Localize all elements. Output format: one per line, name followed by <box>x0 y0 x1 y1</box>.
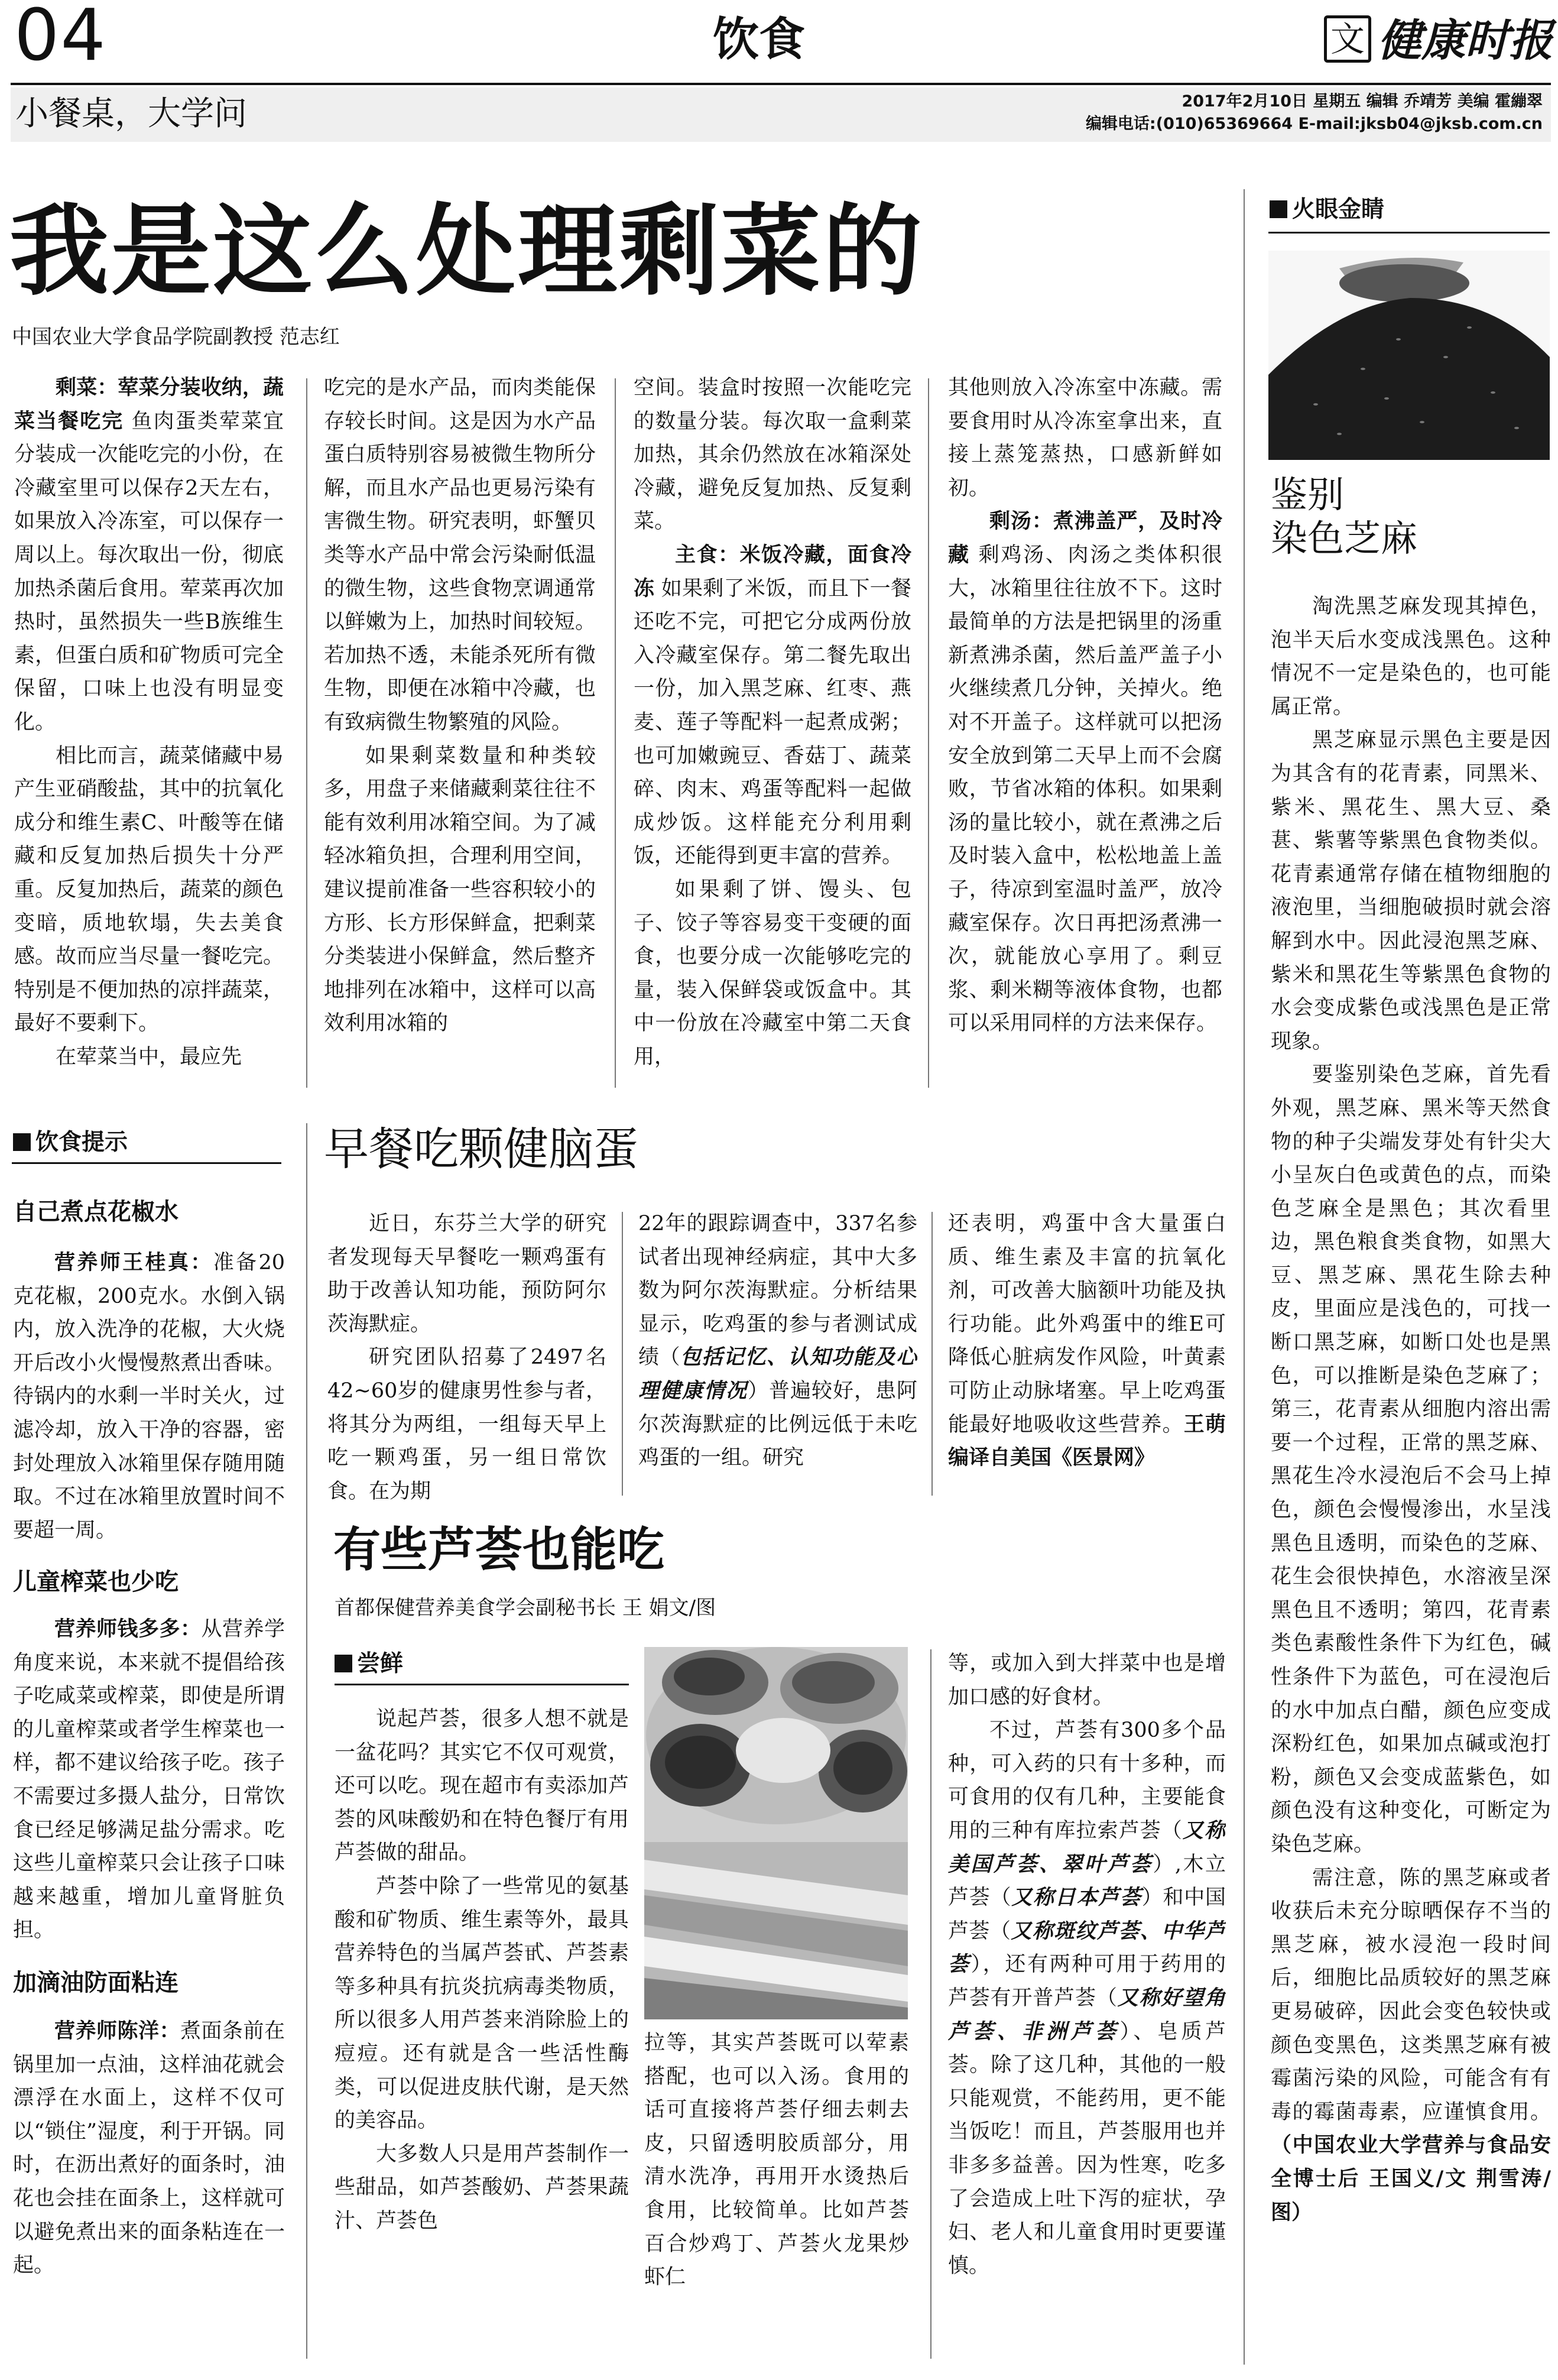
main-para: 剩菜：荤菜分装收纳，蔬菜当餐吃完 鱼肉蛋类荤菜宜分装成一次能吃完的小份，在冷藏室里可以保存2天左右，如果放入冷冻室，可以保存一周以上。每次取出一份，彻底加热杀菌后食用。荤菜再次加热时，虽然损失一些B族维生素，但蛋白质和矿物质可完全保留，口味上也没有明显变化。 <box>14 375 284 734</box>
main-para: 剩汤：煮沸盖严，及时冷藏 剩鸡汤、肉汤之类体积很大，冰箱里往往放不下。这时最简单的方法是把锅里的汤重新煮沸杀菌，然后盖严盖子小火继续煮几分钟，关掉火。绝对不开盖子。这样就可以把汤安全放到第二天早上而不会腐败，节省冰箱的体积。如果剩汤的量比较小，就在煮沸之后及时装入盒中，松松地盖上盖子，待凉到室温时盖严，放冷藏室保存。次日再把汤煮沸一次，就能放心享用了。剩豆浆、剩米糊等液体食物，也都可以采用同样的方法来保存。 <box>948 509 1222 1036</box>
main-column-2 <box>324 371 596 1098</box>
column-divider <box>930 1649 931 2359</box>
tip1-body: 营养师王桂真：准备20克花椒，200克水。水倒入锅内，放入洗净的花椒，大火烧开后改小火慢慢熬煮出香味。待锅内的水剩一半时关火，过滤冷却，放入干净的容器，密封处理放入冰箱里保存随用随取。不过在冰箱里放置时间不要超一周。 <box>13 1250 285 1542</box>
aloe-byline: 首都保健营养美食学会副秘书长 王 娟文/图 <box>335 1596 716 1620</box>
main-column-4 <box>948 371 1222 1098</box>
brand-logo <box>1324 15 1554 69</box>
aloe-dish-image <box>644 1647 908 2019</box>
tip3-title: 加滴油防面粘连 <box>13 1969 178 1996</box>
page-number: 04 <box>14 0 107 77</box>
main-headline: 我是这么处理剩菜的 <box>9 193 924 309</box>
main-subhead-leftovers: 剩菜：荤菜分装收纳，蔬菜当餐吃完 <box>14 375 284 433</box>
square-bullet-icon <box>13 1133 31 1151</box>
tip3-body: 营养师陈洋：煮面条前在锅里加一点油，这样油花就会漂浮在水面上，这样不仅可以“锁住”湿度，利于开锅。同时，在沥出煮好的面条时，油花也会挂在面条上，这样就可以避免煮出来的面条粘连在一起。 <box>13 2019 285 2278</box>
column-divider <box>615 378 616 1088</box>
main-column-1 <box>14 371 284 1098</box>
column-divider <box>928 378 929 1088</box>
tip1-title: 自己煮点花椒水 <box>13 1198 178 1225</box>
square-bullet-icon <box>1270 200 1287 218</box>
main-para: 如果剩菜数量和种类较多，用盘子来储藏剩菜往往不能有效利用冰箱空间。为了减轻冰箱负担，合理利用空间，建议提前准备一些容积较小的方形、长方形保鲜盒，把剩菜分类装进小保鲜盒，然后整齐地排列在冰箱中，这样可以高效利用冰箱的 <box>324 744 596 1036</box>
main-para: 主食：米饭冷藏，面食冷冻 如果剩了米饭，而且下一餐还吃不完，可把它分成两份放入冷藏室保存。第二餐先取出一份，加入黑芝麻、红枣、燕麦、莲子等配料一起煮成粥；也可加嫩豌豆、香菇丁、蔬菜碎、肉末、鸡蛋等配料一起做成炒饭。这样能充分利用剩饭，还能得到更丰富的营养。 <box>634 542 911 868</box>
egg-column-2: 22年的跟踪调查中，337名参试者出现神经病症，其中大多数为阿尔茨海默症。分析结果显示，吃鸡蛋的参与者测试成绩（包括记忆、认知功能及心理健康情况）普遍较好，患阿尔茨海默症的比例远低于未吃鸡蛋的一组。研究 <box>638 1212 917 1470</box>
header-rule <box>11 83 1551 85</box>
column-divider <box>622 1212 623 1496</box>
contact-line: 编辑电话:(010)65369664 E-mail:jksb04@jksb.com.cn <box>1085 115 1543 133</box>
square-bullet-icon <box>335 1655 352 1672</box>
main-para: 相比而言，蔬菜储藏中易产生亚硝酸盐，其中的抗氧化成分和维生素C、叶酸等在储藏和反复加热后损失十分严重。反复加热后，蔬菜的颜色变暗，质地软塌，失去美食感。故而应当尽量一餐吃完。特别是不便加热的凉拌蔬菜，最好不要剩下。 <box>14 744 284 1036</box>
egg-credit: 王萌编译自美国《医景网》 <box>948 1412 1226 1470</box>
column-name: 小餐桌，大学问 <box>15 95 247 133</box>
main-para: 吃完的是水产品，而肉类能保存较长时间。这是因为水产品蛋白质特别容易被微生物所分解，而且水产品也更易污染有害微生物。研究表明，虾蟹贝类等水产品中常会污染耐低温的微生物，这些食物烹调通常以鲜嫩为上，加热时间较短。若加热不透，未能杀死所有微生物，即便在冰箱中冷藏，也有致病微生物繁殖的风险。 <box>324 376 596 734</box>
main-column-3 <box>634 371 911 1098</box>
aloe-column-1: 说起芦荟，很多人想不就是一盆花吗？其实它不仅可观赏，还可以吃。现在超市有卖添加芦荟的风味酸奶和在特色餐厅有用芦荟做的甜品。 芦荟中除了一些常见的氨基酸和矿物质、维生素等外，最具营养特色的当属芦荟甙、芦荟素等多种具有抗炎抗病毒类物质，所以很多人用芦荟来消除脸上的痘痘。还有就是含一些活性酶类，可以促进皮肤代谢，是天然的美容品。 大多数人只是用芦荟制作一些甜品，如芦荟酸奶、芦荟果蔬汁、芦荟色 <box>335 1707 629 2233</box>
egg-column-3: 还表明，鸡蛋中含大量蛋白质、维生素及丰富的抗氧化剂，可改善大脑额叶功能及执行功能。此外鸡蛋中的维E可降低心脏病发作风险，叶黄素可防止动脉堵塞。早上吃鸡蛋能最好地吸收这些营养。王萌编译自美国《医景网》 <box>948 1212 1226 1470</box>
sidebar-divider <box>1244 189 1245 2365</box>
right-section-label: 火眼金睛 <box>1270 195 1384 225</box>
aloe-column-2: 拉等，其实芦荟既可以荤素搭配，也可以入汤。食用的话可直接将芦荟仔细去刺去皮，只留透明胶质部分，用清水洗净，再用开水烫热后食用，比较简单。比如芦荟百合炒鸡丁、芦荟火龙果炒虾仁 <box>644 2031 909 2290</box>
date-line: 2017年2月10日 星期五 编辑 乔靖芳 美编 霍繃翠 <box>1182 92 1543 111</box>
aloe-section-label: 尝鲜 <box>335 1649 403 1679</box>
diet-tips-rule <box>12 1162 281 1164</box>
aloe-label-rule <box>335 1684 629 1685</box>
section-name: 饮食 <box>713 13 806 66</box>
main-subhead-staples: 主食：米饭冷藏，面食冷冻 <box>634 542 911 601</box>
main-para: 如果剩了饼、馒头、包子、饺子等容易变干变硬的面食，也要分成一次能够吃完的量，装入保鲜袋或饭盒中。其中一份放在冷藏室中第二天食用， <box>634 877 911 1069</box>
aloe-photo <box>644 1647 908 2019</box>
right-credit: （中国农业大学营养与食品安全博士后 王国义/文 荆雪涛/图） <box>1271 2133 1551 2225</box>
main-para: 空间。装盒时按照一次能吃完的数量分装。每次取一盒剩菜加热，其余仍然放在冰箱深处冷藏，避免反复加热、反复剩菜。 <box>634 376 911 534</box>
column-divider <box>306 378 307 1088</box>
aloe-headline: 有些芦荟也能吃 <box>333 1522 664 1577</box>
right-label-rule <box>1268 232 1550 234</box>
egg-column-1: 近日，东芬兰大学的研究者发现每天早餐吃一颗鸡蛋有助于改善认知功能，预防阿尔茨海默症。 研究团队招募了2497名42~60岁的健康男性参与者，将其分为两组，一组每天早上吃一颗鸡蛋，另一组日常饮食。在为期 <box>327 1212 606 1503</box>
aloe-column-3: 等，或加入到大拌菜中也是增加口感的好食材。 不过，芦荟有300多个品种，可入药的只有十多种，而可食用的仅有几种，主要能食用的三种有库拉索芦荟（又称美国芦荟、翠叶芦荟）,木立芦荟（又称日本芦荟）和中国芦荟（又称斑纹芦荟、中华芦荟），还有两种可用于药用的芦荟有开普芦荟（又称好望角芦荟、非洲芦荟）、皂质芦荟。除了这几种，其他的一般只能观赏，不能药用，更不能当饭吃！而且，芦荟服用也并非多多益善。因为性寒，吃多了会造成上吐下泻的症状，孕妇、老人和儿童食用时更要谨慎。 <box>948 1652 1226 2278</box>
tip3-author: 营养师陈洋： <box>54 2019 180 2043</box>
main-byline: 中国农业大学食品学院副教授 范志红 <box>12 325 340 349</box>
main-para: 其他则放入冷冻室中冻藏。需要食用时从冷冻室拿出来，直接上蒸笼蒸热，口感新鲜如初。 <box>948 376 1222 500</box>
column-divider <box>931 1212 933 1496</box>
main-subhead-soup: 剩汤：煮沸盖严，及时冷藏 <box>948 509 1222 567</box>
sesame-photo <box>1268 251 1550 460</box>
egg-headline: 早餐吃颗健脑蛋 <box>324 1123 638 1175</box>
tip2-title: 儿童榨菜也少吃 <box>13 1568 178 1596</box>
diet-tips-label: 饮食提示 <box>13 1128 128 1157</box>
brand-mark-icon: 文 <box>1324 15 1371 63</box>
main-para: 在荤菜当中，最应先 <box>56 1045 242 1069</box>
sesame-image <box>1268 251 1550 460</box>
right-title-line-2: 染色芝麻 <box>1271 517 1418 560</box>
right-body: 淘洗黑芝麻发现其掉色，泡半天后水变成浅黑色。这种情况不一定是染色的，也可能属正常。 黑芝麻显示黑色主要是因为其含有的花青素，同黑米、紫米、黑花生、黑大豆、桑葚、紫薯等紫黑色食物类似。花青素通常存储在植物细胞的液泡里，当细胞破损时就会溶解到水中。因此浸泡黑芝麻、紫米和黑花生等紫黑色食物的水会变成紫色或浅黑色是正常现象。 要鉴别染色芝麻，首先看外观，黑芝麻、黑米等天然食物的种子尖端发芽处有针尖大小呈灰白色或黄色的点，而染色芝麻全是黑色；其次看里边，黑色粮食类食物，如黑大豆、黑芝麻、黑花生除去种皮，里面应是浅色的，可找一断口黑芝麻，如断口处也是黑色，可以推断是染色芝麻了；第三，花青素从细胞内溶出需要一个过程，正常的黑芝麻、黑花生冷水浸泡后不会马上掉色，颜色会慢慢渗出，水呈浅黑色且透明，而染色的芝麻、花生会很快掉色，水溶液呈深黑色且不透明；第四，花青素类色素酸性条件下为红色，碱性条件下为蓝色，可在浸泡后的水中加点白醋，颜色应变成深粉红色，如果加点碱或泡打粉，颜色又会变成蓝紫色，如颜色没有这种变化，可断定为染色芝麻。 需注意，陈的黑芝麻或者收获后未充分晾晒保存不当的黑芝麻，被水浸泡一段时间后，细胞比品质较好的黑芝麻更易破碎，因此会变色较快或颜色变黑色，这类黑芝麻有被霉菌污染的风险，可能含有有毒的霉菌毒素，应谨慎食用。（中国农业大学营养与食品安全博士后 王国义/文 荆雪涛/图） <box>1271 595 1551 2225</box>
tip2-body: 营养师钱多多：从营养学角度来说，本来就不提倡给孩子吃咸菜或榨菜，即使是所谓的儿童榨菜或者学生榨菜也一样，都不建议给孩子吃。孩子不需要过多摄人盐分，日常饮食已经足够满足盐分需求。吃这些儿童榨菜只会让孩子口味越来越重，增加儿童肾脏负担。 <box>13 1617 285 1943</box>
tip1-author: 营养师王桂真： <box>54 1250 213 1275</box>
tip2-author: 营养师钱多多： <box>54 1617 202 1641</box>
brand-name: 健康时报 <box>1378 15 1553 66</box>
sidebar-divider <box>306 1123 307 2359</box>
egg-emphasis: 包括记忆、认知功能及心理健康情况 <box>638 1345 917 1403</box>
right-title-line-1: 鉴别 <box>1271 473 1345 516</box>
